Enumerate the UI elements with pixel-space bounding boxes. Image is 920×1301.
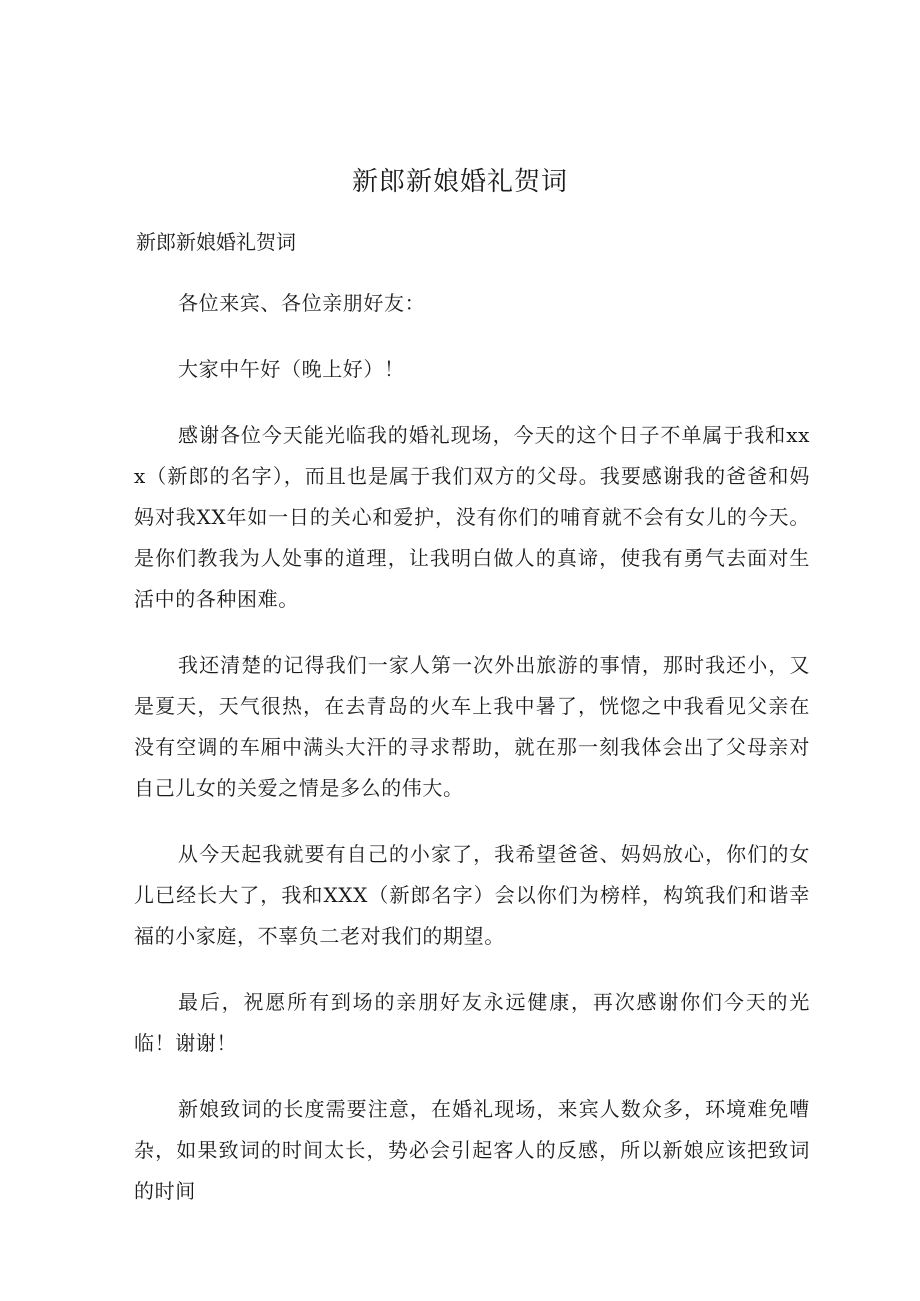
paragraph-advice: 新娘致词的长度需要注意，在婚礼现场，来宾人数众多，环境难免嘈杂，如果致词的时间太长，势必会引起客人的反感，所以新娘应该把致词的时间 bbox=[134, 1097, 810, 1203]
paragraph-salutation: 大家中午好（晚上好）！ bbox=[178, 357, 405, 381]
document-title: 新郎新娘婚礼贺词 bbox=[351, 167, 568, 197]
paragraph-new-family: 从今天起我就要有自己的小家了，我希望爸爸、妈妈放心，你们的女儿已经长大了，我和XXX（新郎名字）会以你们为榜样，构筑我们和谐幸福的小家庭，不辜负二老对我们的期望。 bbox=[134, 842, 810, 948]
paragraph-closing: 最后，祝愿所有到场的亲朋好友永远健康，再次感谢你们今天的光临！谢谢！ bbox=[134, 990, 810, 1055]
paragraph-greeting: 各位来宾、各位亲朋好友： bbox=[178, 291, 426, 315]
paragraph-memory: 我还清楚的记得我们一家人第一次外出旅游的事情，那时我还小，又是夏天，天气很热，在去青岛的火车上我中暑了，恍惚之中我看见父亲在没有空调的车厢中满头大汗的寻求帮助，就在那一刻我体会出了父母亲对自己儿女的关爱之情是多么的伟大。 bbox=[134, 653, 810, 800]
paragraph-thanks: 感谢各位今天能光临我的婚礼现场，今天的这个日子不单属于我和xxx（新郎的名字），而且也是属于我们双方的父母。我要感谢我的爸爸和妈妈对我XX年如一日的关心和爱护，没有你们的哺育就不会有女儿的今天。是你们教我为人处事的道理，让我明白做人的真谛，使我有勇气去面对生活中的各种困难。 bbox=[134, 423, 810, 611]
document-body bbox=[134, 283, 810, 1237]
document-subtitle: 新郎新娘婚礼贺词 bbox=[136, 230, 296, 254]
